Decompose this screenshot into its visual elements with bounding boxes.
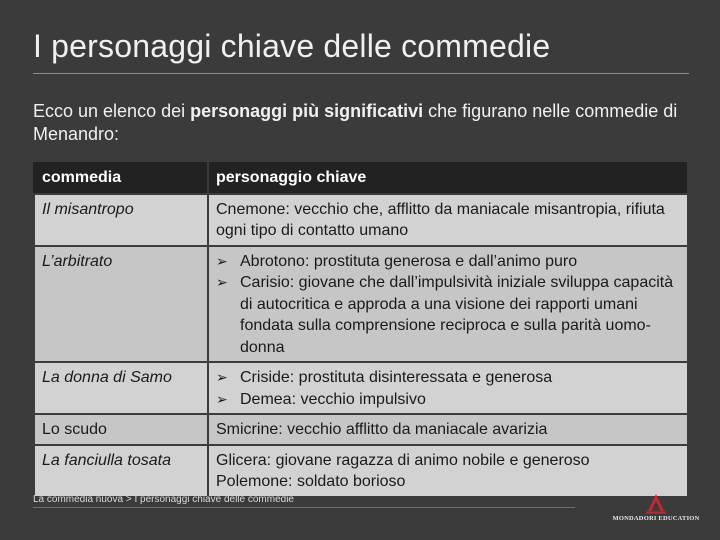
- row-title: Lo scudo: [34, 414, 208, 445]
- row-title: La fanciulla tosata: [34, 445, 208, 497]
- character-line: Glicera: giovane ragazza di animo nobile e generoso: [216, 451, 590, 469]
- row-description: [208, 246, 688, 363]
- row-description: Cnemone: vecchio che, afflitto da maniacale misantropia, rifiuta ogni tipo di contatto umano: [208, 194, 688, 246]
- row-description: [208, 362, 688, 414]
- slide-title: I personaggi chiave delle commedie: [33, 28, 551, 64]
- bullet-item: ➢ Criside: prostituta disinteressata e generosa: [216, 367, 680, 389]
- table-header-row: [34, 161, 688, 194]
- footer-breadcrumb: La commedia nuova > I personaggi chiave delle commedie: [33, 494, 294, 505]
- row-description: [208, 445, 688, 497]
- logo-text: MONDADORI EDUCATION: [612, 515, 700, 522]
- bullet-list: [216, 251, 680, 359]
- intro-text-end: che figurano nelle commedie di Menandro:: [33, 101, 678, 144]
- table-row: [34, 414, 688, 445]
- characters-table: [33, 160, 689, 498]
- mondadori-education-logo: [608, 494, 704, 524]
- bullet-list: [216, 367, 680, 410]
- mondadori-logo-mark-icon: [644, 494, 668, 514]
- intro-text-start: Ecco un elenco dei: [33, 101, 191, 121]
- header-personaggio: personaggio chiave: [208, 161, 688, 194]
- bullet-item: ➢ Demea: vecchio impulsivo: [216, 389, 680, 411]
- character-line: Polemone: soldato borioso: [216, 473, 406, 490]
- row-description: Smicrine: vecchio afflitto da maniacale avarizia: [208, 414, 688, 445]
- bullet-item: ➢ Abrotono: prostituta generosa e dall’animo puro: [216, 251, 680, 273]
- table-row: [34, 362, 688, 414]
- table-row: [34, 445, 688, 497]
- table-row: [34, 246, 688, 363]
- row-title: L’arbitrato: [34, 246, 208, 363]
- table-row: [34, 194, 688, 246]
- row-title: La donna di Samo: [34, 362, 208, 414]
- row-title: Il misantropo: [34, 194, 208, 246]
- title-divider: [33, 73, 689, 74]
- bullet-item: ➢ Carisio: giovane che dall’impulsività iniziale sviluppa capacità di autocritica e approda a una visione dei rapporti umani fondata sulla comprensione reciproca e sulla parità uomo-donna: [216, 272, 680, 358]
- intro-text-bold: personaggi più significativi: [190, 101, 424, 121]
- intro-paragraph: [33, 100, 683, 146]
- header-commedia: commedia: [34, 161, 208, 194]
- footer-divider: [33, 507, 575, 508]
